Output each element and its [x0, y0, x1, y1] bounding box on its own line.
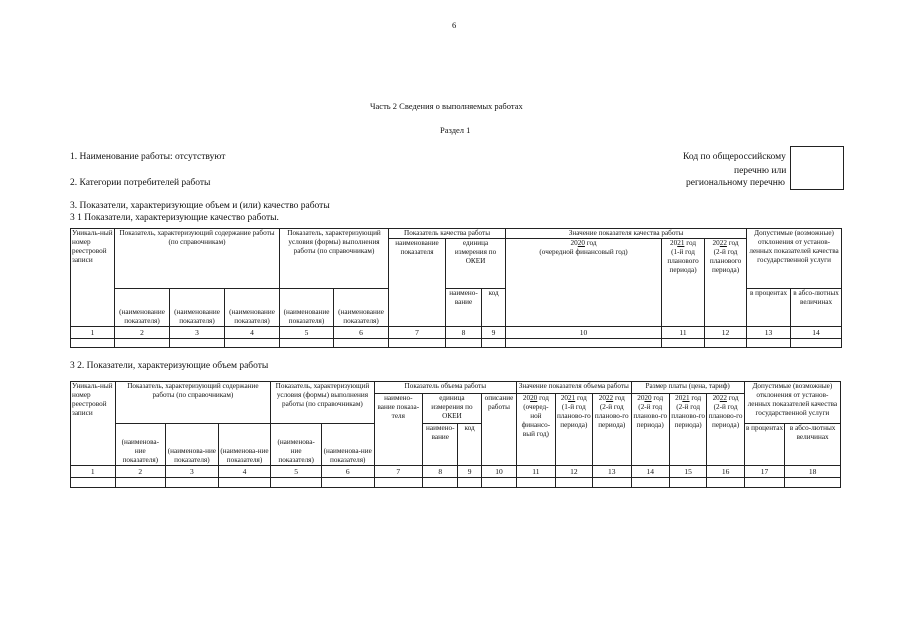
t2-sub-name-5: (наименова-ние показателя)	[271, 424, 322, 466]
t1-data-row	[71, 339, 842, 348]
t1-col-4: 4	[225, 327, 280, 339]
t1-sub-name-2: (наименование показателя)	[115, 289, 170, 327]
t2-description: описание работы	[481, 394, 516, 466]
code-label-3: региональному перечню	[686, 178, 785, 188]
t2-col-11: 11	[517, 466, 555, 478]
section-title: Раздел 1	[440, 125, 471, 135]
t1-percent: в процентах	[747, 289, 791, 327]
t2-col-3: 3	[166, 466, 219, 478]
t2-sub-name-3: (наименова-ние показателя)	[166, 424, 219, 466]
t2-data-row	[71, 478, 841, 488]
t2-col-8: 8	[423, 466, 458, 478]
t2-col-10: 10	[481, 466, 516, 478]
t1-col-14: 14	[791, 327, 842, 339]
t1-year2: 2021 год (1-й год планового периода)	[662, 239, 705, 327]
t2-col-4: 4	[218, 466, 271, 478]
code-label-1: Код по общероссийскому	[683, 152, 786, 162]
t1-value-header: Значение показателя качества работы	[506, 229, 747, 239]
t2-col-13: 13	[593, 466, 631, 478]
t2-sub-name-6: (наименова-ние показателя)	[321, 424, 374, 466]
t2-p1: 2020 год (2-й год планово-го периода)	[631, 394, 669, 466]
t1-col-2: 2	[115, 327, 170, 339]
t2-col-5: 5	[271, 466, 322, 478]
t2-volume-name: наимено-вание показа-теля	[374, 394, 423, 466]
t2-volume-header: Показатель объема работы	[374, 382, 517, 394]
t1-unit-name: наимено-вание	[446, 289, 482, 327]
quality-indicators-heading: 3 1 Показатели, характеризующие качество работы.	[70, 213, 279, 223]
t2-value-header: Значение показателя объема работы	[517, 382, 631, 394]
t2-unit-code: код	[458, 424, 481, 466]
t1-absolute: в абсо-лютных величинах	[791, 289, 842, 327]
t2-sub-name-4: (наименова-ние показателя)	[218, 424, 271, 466]
t2-col-17: 17	[744, 466, 784, 478]
t2-unique-header: Уникаль-ный номер реестровой записи	[71, 382, 116, 466]
t1-col-8: 8	[446, 327, 482, 339]
t1-col-3: 3	[170, 327, 225, 339]
quality-table	[70, 228, 842, 348]
work-name: 1. Наименование работы: отсутствуют	[70, 152, 226, 162]
t2-deviation-header: Допустимые (возможные) отклонения от установ-ленных показателей качества государственной услуги	[744, 382, 840, 424]
t2-col-1: 1	[71, 466, 116, 478]
consumer-category: 2. Категории потребителей работы	[70, 178, 211, 188]
t2-col-16: 16	[707, 466, 744, 478]
indicators-heading: 3. Показатели, характеризующие объем и (или) качество работы	[70, 201, 330, 211]
t2-col-2: 2	[115, 466, 166, 478]
t1-sub-name-5: (наименование показателя)	[280, 289, 334, 327]
t1-col-1: 1	[71, 327, 115, 339]
t2-unit-header: единица измерения по ОКЕИ	[423, 394, 482, 424]
volume-indicators-heading: 3 2. Показатели, характеризующие объем работы	[70, 361, 269, 371]
t1-col-13: 13	[747, 327, 791, 339]
t1-sub-name-6: (наименование показателя)	[334, 289, 389, 327]
t2-p3: 2022 год (2-й год планово-го периода)	[707, 394, 744, 466]
t1-quality-name: наименование показателя	[389, 239, 446, 327]
t1-col-12: 12	[705, 327, 747, 339]
t1-col-11: 11	[662, 327, 705, 339]
t2-col-18: 18	[785, 466, 841, 478]
t2-col-9: 9	[458, 466, 481, 478]
t1-col-6: 6	[334, 327, 389, 339]
t2-v3: 2022 год (2-й год планово-го периода)	[593, 394, 631, 466]
t1-year3: 2022 год (2-й год планового периода)	[705, 239, 747, 327]
t2-col-6: 6	[321, 466, 374, 478]
t2-price-header: Размер платы (цена, тариф)	[631, 382, 744, 394]
t1-quality-header: Показатель качества работы	[389, 229, 506, 239]
t1-conditions-header: Показатель, характеризующий условия (формы) выполнения работы (по справочникам)	[280, 229, 389, 289]
t1-unit-code: код	[482, 289, 506, 327]
t2-unit-name: наимено-вание	[423, 424, 458, 466]
t1-col-10: 10	[506, 327, 662, 339]
t2-content-header: Показатель, характеризующий содержание работы (по справочникам)	[115, 382, 271, 424]
t2-conditions-header: Показатель, характеризующий условия (формы) выполнения работы (по справочникам)	[271, 382, 374, 424]
volume-table	[70, 381, 841, 488]
t1-deviation-header: Допустимые (возможные) отклонения от установ-ленных показателей качества государственной услуги	[747, 229, 842, 289]
t2-v1: 2020 год (очеред-ной финансо-вый год)	[517, 394, 555, 466]
code-label-2: перечню или	[734, 166, 787, 176]
t1-column-numbers	[71, 327, 842, 339]
t2-col-12: 12	[555, 466, 592, 478]
t2-absolute: в абсо-лютных величинах	[785, 424, 841, 466]
t1-sub-name-4: (наименование показателя)	[225, 289, 280, 327]
code-box[interactable]	[790, 146, 844, 190]
t2-col-14: 14	[631, 466, 669, 478]
t1-year1: 2020 год (очередной финансовый год)	[506, 239, 662, 327]
part-title: Часть 2 Сведения о выполняемых работах	[370, 101, 523, 111]
t1-col-7: 7	[389, 327, 446, 339]
t2-col-7: 7	[374, 466, 423, 478]
t1-sub-name-3: (наименование показателя)	[170, 289, 225, 327]
t2-col-15: 15	[669, 466, 706, 478]
t2-v2: 2021 год (1-й год планово-го периода)	[555, 394, 592, 466]
t1-col-9: 9	[482, 327, 506, 339]
t2-column-numbers	[71, 466, 841, 478]
t2-sub-name-2: (наименова-ние показателя)	[115, 424, 166, 466]
t1-col-5: 5	[280, 327, 334, 339]
t2-percent: в процентах	[744, 424, 784, 466]
t1-content-header: Показатель, характеризующий содержание работы (по справочникам)	[115, 229, 280, 289]
t2-p2: 2021 год (2-й год планово-го периода)	[669, 394, 706, 466]
t1-unit-header: единица измерения по ОКЕИ	[446, 239, 506, 289]
t1-unique-header: Уникаль-ный номер реестровой записи	[71, 229, 115, 327]
page-number: 6	[452, 20, 457, 30]
